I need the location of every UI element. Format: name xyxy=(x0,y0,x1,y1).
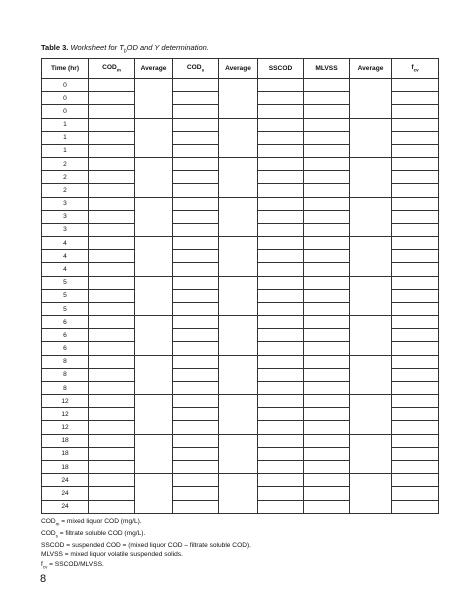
entry-cell xyxy=(392,92,439,105)
entry-cell xyxy=(304,92,350,105)
entry-cell xyxy=(258,342,304,355)
time-cell: 1 xyxy=(42,144,89,157)
entry-cell xyxy=(173,92,219,105)
entry-cell xyxy=(258,237,304,250)
entry-cell xyxy=(392,447,439,460)
entry-cell xyxy=(258,105,304,118)
legend-line: MLVSS = mixed liquor volatile suspended solids. xyxy=(41,551,183,559)
time-cell: 5 xyxy=(42,302,89,315)
entry-cell xyxy=(89,131,135,144)
entry-cell xyxy=(89,171,135,184)
time-cell: 1 xyxy=(42,118,89,131)
entry-cell xyxy=(392,79,439,92)
entry-cell xyxy=(392,105,439,118)
entry-cell xyxy=(173,158,219,171)
table-row xyxy=(42,237,439,250)
average-cell xyxy=(350,237,392,277)
time-cell: 12 xyxy=(42,421,89,434)
average-cell xyxy=(219,237,258,277)
entry-cell xyxy=(173,105,219,118)
entry-cell xyxy=(392,395,439,408)
column-header: MLVSS xyxy=(304,59,350,79)
entry-cell xyxy=(392,329,439,342)
entry-cell xyxy=(89,316,135,329)
table-body xyxy=(42,79,439,514)
entry-cell xyxy=(304,197,350,210)
entry-cell xyxy=(89,408,135,421)
table-row xyxy=(42,355,439,368)
table-title: Worksheet for $T_bOD$ and Y determination. xyxy=(70,43,209,55)
page-number: 8 xyxy=(40,573,47,585)
time-cell: 18 xyxy=(42,434,89,447)
entry-cell xyxy=(304,368,350,381)
average-cell xyxy=(350,79,392,119)
average-cell xyxy=(219,474,258,514)
entry-cell xyxy=(258,158,304,171)
entry-cell xyxy=(89,210,135,223)
entry-cell xyxy=(173,421,219,434)
entry-cell xyxy=(89,144,135,157)
average-cell xyxy=(135,118,173,158)
column-header: Average xyxy=(135,59,173,79)
entry-cell xyxy=(304,329,350,342)
entry-cell xyxy=(258,381,304,394)
entry-cell xyxy=(304,408,350,421)
time-cell: 24 xyxy=(42,487,89,500)
entry-cell xyxy=(173,355,219,368)
time-cell: 18 xyxy=(42,460,89,473)
entry-cell xyxy=(304,447,350,460)
entry-cell xyxy=(392,144,439,157)
header-row xyxy=(42,59,439,79)
entry-cell xyxy=(173,197,219,210)
entry-cell xyxy=(258,276,304,289)
time-cell: 6 xyxy=(42,342,89,355)
entry-cell xyxy=(173,144,219,157)
average-cell xyxy=(135,276,173,316)
time-cell: 2 xyxy=(42,184,89,197)
time-cell: 8 xyxy=(42,368,89,381)
entry-cell xyxy=(173,131,219,144)
table-row xyxy=(42,118,439,131)
column-header: SSCOD xyxy=(258,59,304,79)
average-cell xyxy=(350,118,392,158)
legend-notes xyxy=(41,517,251,572)
entry-cell xyxy=(89,263,135,276)
entry-cell xyxy=(89,500,135,514)
time-cell: 4 xyxy=(42,237,89,250)
entry-cell xyxy=(258,434,304,447)
column-header: $COD_s$ xyxy=(173,59,219,79)
entry-cell xyxy=(258,500,304,514)
average-cell xyxy=(135,237,173,277)
entry-cell xyxy=(173,316,219,329)
entry-cell xyxy=(392,276,439,289)
entry-cell xyxy=(258,421,304,434)
entry-cell xyxy=(173,118,219,131)
entry-cell xyxy=(173,447,219,460)
average-cell xyxy=(135,158,173,198)
average-cell xyxy=(350,158,392,198)
entry-cell xyxy=(304,263,350,276)
entry-cell xyxy=(173,184,219,197)
entry-cell xyxy=(173,237,219,250)
time-cell: 6 xyxy=(42,316,89,329)
entry-cell xyxy=(304,316,350,329)
entry-cell xyxy=(392,118,439,131)
table-caption xyxy=(41,43,209,55)
entry-cell xyxy=(258,184,304,197)
entry-cell xyxy=(173,289,219,302)
entry-cell xyxy=(304,210,350,223)
table-row xyxy=(42,474,439,487)
entry-cell xyxy=(258,355,304,368)
legend-line: SSCOD = suspended COD = (mixed liquor COD – filtrate soluble COD). xyxy=(41,541,251,549)
entry-cell xyxy=(89,289,135,302)
entry-cell xyxy=(258,474,304,487)
column-header: Average xyxy=(219,59,258,79)
column-header: Average xyxy=(350,59,392,79)
table-row xyxy=(42,197,439,210)
entry-cell xyxy=(304,237,350,250)
time-cell: 3 xyxy=(42,210,89,223)
entry-cell xyxy=(89,460,135,473)
entry-cell xyxy=(89,487,135,500)
entry-cell xyxy=(392,302,439,315)
entry-cell xyxy=(89,368,135,381)
entry-cell xyxy=(304,342,350,355)
time-cell: 1 xyxy=(42,131,89,144)
entry-cell xyxy=(89,342,135,355)
average-cell xyxy=(350,276,392,316)
average-cell xyxy=(135,79,173,119)
entry-cell xyxy=(392,158,439,171)
average-cell xyxy=(135,434,173,474)
time-cell: 4 xyxy=(42,250,89,263)
entry-cell xyxy=(304,381,350,394)
entry-cell xyxy=(304,131,350,144)
entry-cell xyxy=(89,395,135,408)
time-cell: 18 xyxy=(42,447,89,460)
entry-cell xyxy=(89,447,135,460)
entry-cell xyxy=(258,250,304,263)
entry-cell xyxy=(173,171,219,184)
entry-cell xyxy=(89,381,135,394)
average-cell xyxy=(219,355,258,395)
average-cell xyxy=(135,395,173,435)
entry-cell xyxy=(89,276,135,289)
entry-cell xyxy=(392,316,439,329)
entry-cell xyxy=(173,408,219,421)
entry-cell xyxy=(392,289,439,302)
legend-line: $COD_s$ = filtrate soluble COD (mg/L). xyxy=(41,529,146,539)
entry-cell xyxy=(258,197,304,210)
entry-cell xyxy=(173,329,219,342)
average-cell xyxy=(350,474,392,514)
time-cell: 24 xyxy=(42,500,89,514)
entry-cell xyxy=(89,329,135,342)
entry-cell xyxy=(258,329,304,342)
time-cell: 5 xyxy=(42,276,89,289)
time-cell: 5 xyxy=(42,289,89,302)
average-cell xyxy=(135,355,173,395)
entry-cell xyxy=(173,395,219,408)
entry-cell xyxy=(392,487,439,500)
average-cell xyxy=(135,197,173,237)
entry-cell xyxy=(173,263,219,276)
entry-cell xyxy=(392,223,439,236)
entry-cell xyxy=(258,171,304,184)
average-cell xyxy=(135,316,173,356)
table-label: Table 3. xyxy=(41,43,69,52)
entry-cell xyxy=(392,460,439,473)
table-row xyxy=(42,434,439,447)
entry-cell xyxy=(304,105,350,118)
entry-cell xyxy=(392,237,439,250)
entry-cell xyxy=(392,355,439,368)
entry-cell xyxy=(173,368,219,381)
entry-cell xyxy=(258,316,304,329)
entry-cell xyxy=(304,144,350,157)
entry-cell xyxy=(258,263,304,276)
table-row xyxy=(42,316,439,329)
entry-cell xyxy=(173,223,219,236)
entry-cell xyxy=(89,421,135,434)
entry-cell xyxy=(173,487,219,500)
time-cell: 8 xyxy=(42,355,89,368)
entry-cell xyxy=(89,474,135,487)
average-cell xyxy=(350,395,392,435)
time-cell: 2 xyxy=(42,158,89,171)
time-cell: 2 xyxy=(42,171,89,184)
entry-cell xyxy=(392,342,439,355)
average-cell xyxy=(219,158,258,198)
entry-cell xyxy=(304,500,350,514)
column-header: Time (hr) xyxy=(42,59,89,79)
time-cell: 3 xyxy=(42,223,89,236)
entry-cell xyxy=(89,92,135,105)
entry-cell xyxy=(258,447,304,460)
entry-cell xyxy=(304,158,350,171)
entry-cell xyxy=(258,223,304,236)
entry-cell xyxy=(173,250,219,263)
legend-line: $f_{cv}$ = SSCOD/MLVSS. xyxy=(41,561,104,570)
entry-cell xyxy=(173,460,219,473)
entry-cell xyxy=(258,131,304,144)
time-cell: 0 xyxy=(42,105,89,118)
legend-line: $COD_m$ = mixed liquor COD (mg/L). xyxy=(41,518,142,527)
entry-cell xyxy=(258,460,304,473)
entry-cell xyxy=(304,434,350,447)
column-header: $f_{cv}$ xyxy=(392,59,439,79)
entry-cell xyxy=(304,421,350,434)
entry-cell xyxy=(392,500,439,514)
entry-cell xyxy=(89,118,135,131)
entry-cell xyxy=(304,79,350,92)
average-cell xyxy=(350,316,392,356)
entry-cell xyxy=(304,289,350,302)
entry-cell xyxy=(392,368,439,381)
entry-cell xyxy=(89,223,135,236)
entry-cell xyxy=(89,355,135,368)
entry-cell xyxy=(173,276,219,289)
entry-cell xyxy=(304,250,350,263)
entry-cell xyxy=(392,434,439,447)
entry-cell xyxy=(392,263,439,276)
time-cell: 12 xyxy=(42,395,89,408)
time-cell: 0 xyxy=(42,92,89,105)
entry-cell xyxy=(304,395,350,408)
entry-cell xyxy=(258,210,304,223)
entry-cell xyxy=(258,92,304,105)
time-cell: 24 xyxy=(42,474,89,487)
entry-cell xyxy=(392,250,439,263)
entry-cell xyxy=(173,434,219,447)
average-cell xyxy=(219,197,258,237)
entry-cell xyxy=(392,184,439,197)
average-cell xyxy=(219,79,258,119)
average-cell xyxy=(219,316,258,356)
entry-cell xyxy=(392,474,439,487)
entry-cell xyxy=(304,460,350,473)
entry-cell xyxy=(392,210,439,223)
entry-cell xyxy=(392,197,439,210)
entry-cell xyxy=(173,381,219,394)
entry-cell xyxy=(392,408,439,421)
table-row xyxy=(42,79,439,92)
entry-cell xyxy=(304,118,350,131)
entry-cell xyxy=(173,474,219,487)
entry-cell xyxy=(258,395,304,408)
entry-cell xyxy=(173,342,219,355)
entry-cell xyxy=(173,500,219,514)
time-cell: 6 xyxy=(42,329,89,342)
average-cell xyxy=(350,197,392,237)
entry-cell xyxy=(258,79,304,92)
entry-cell xyxy=(304,302,350,315)
entry-cell xyxy=(392,131,439,144)
time-cell: 12 xyxy=(42,408,89,421)
average-cell xyxy=(135,474,173,514)
average-cell xyxy=(219,118,258,158)
entry-cell xyxy=(258,302,304,315)
entry-cell xyxy=(258,408,304,421)
time-cell: 8 xyxy=(42,381,89,394)
time-cell: 0 xyxy=(42,79,89,92)
entry-cell xyxy=(304,487,350,500)
entry-cell xyxy=(89,434,135,447)
entry-cell xyxy=(89,184,135,197)
entry-cell xyxy=(304,184,350,197)
column-header: $COD_m$ xyxy=(89,59,135,79)
time-cell: 4 xyxy=(42,263,89,276)
average-cell xyxy=(350,355,392,395)
worksheet-table xyxy=(41,58,439,514)
entry-cell xyxy=(392,421,439,434)
entry-cell xyxy=(173,210,219,223)
average-cell xyxy=(350,434,392,474)
entry-cell xyxy=(392,171,439,184)
entry-cell xyxy=(89,158,135,171)
entry-cell xyxy=(304,171,350,184)
average-cell xyxy=(219,395,258,435)
entry-cell xyxy=(89,105,135,118)
entry-cell xyxy=(304,355,350,368)
time-cell: 3 xyxy=(42,197,89,210)
entry-cell xyxy=(89,197,135,210)
entry-cell xyxy=(89,79,135,92)
average-cell xyxy=(219,276,258,316)
entry-cell xyxy=(304,276,350,289)
entry-cell xyxy=(258,487,304,500)
table-row xyxy=(42,395,439,408)
entry-cell xyxy=(89,237,135,250)
entry-cell xyxy=(258,368,304,381)
entry-cell xyxy=(258,144,304,157)
entry-cell xyxy=(258,118,304,131)
table-row xyxy=(42,276,439,289)
entry-cell xyxy=(173,302,219,315)
entry-cell xyxy=(304,223,350,236)
entry-cell xyxy=(304,474,350,487)
average-cell xyxy=(219,434,258,474)
entry-cell xyxy=(258,289,304,302)
table-row xyxy=(42,158,439,171)
entry-cell xyxy=(392,381,439,394)
entry-cell xyxy=(173,79,219,92)
entry-cell xyxy=(89,302,135,315)
entry-cell xyxy=(89,250,135,263)
